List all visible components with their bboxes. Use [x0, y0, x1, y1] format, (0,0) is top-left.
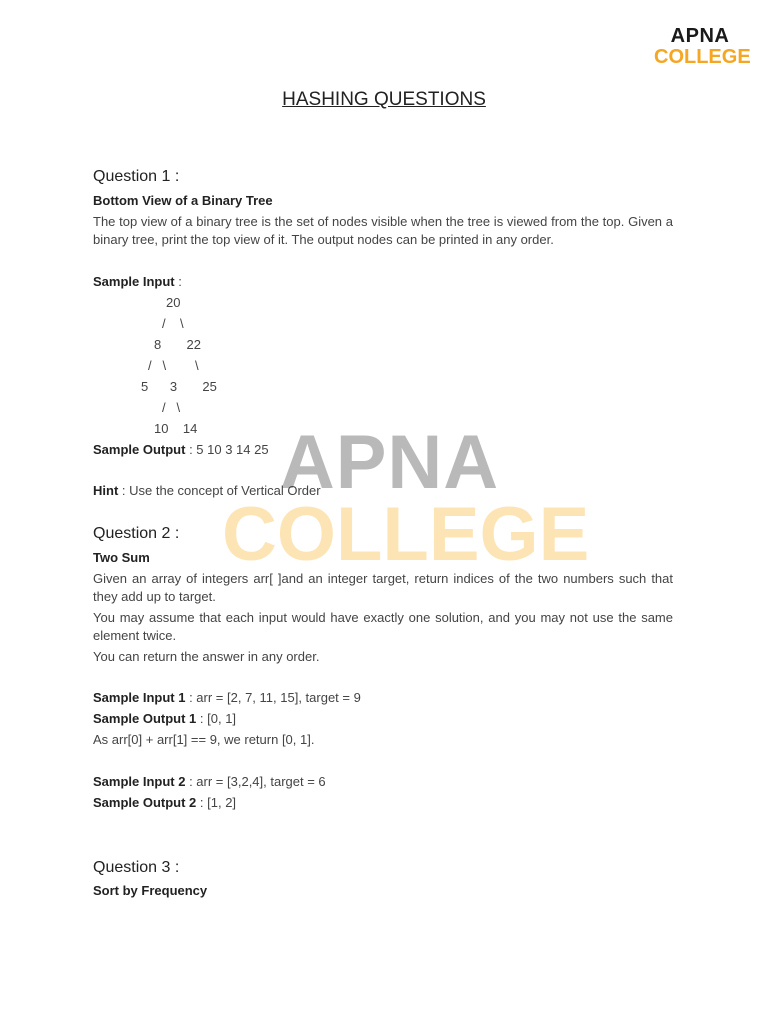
- logo-line-apna: APNA: [670, 25, 730, 47]
- sample-input-2-label: Sample Input 2: [93, 774, 186, 789]
- hint-label: Hint: [93, 483, 119, 498]
- question-3-heading: Question 3 :: [93, 859, 180, 876]
- question-2-paragraph-2: You may assume that each input would have exactly one solution, and you may not use the same element twice.: [93, 610, 673, 643]
- sample-input-sep: :: [174, 274, 182, 289]
- question-3-title: Sort by Frequency: [93, 883, 208, 898]
- sample-output-value: : 5 10 3 14 25: [185, 442, 269, 457]
- tree-row-1: 20: [166, 295, 181, 310]
- sample-output-label: Sample Output: [93, 442, 186, 457]
- question-2-paragraph-1: Given an array of integers arr[ ]and an integer target, return indices of the two numbers such that they add up to target.: [93, 571, 673, 604]
- sample-output-1-line: [93, 711, 236, 726]
- watermark-logo: [222, 420, 590, 577]
- tree-row-4: / \ \: [148, 358, 199, 373]
- sample-input-1-line: [93, 690, 361, 705]
- sample-input-label: Sample Input: [93, 274, 175, 289]
- hint-value: : Use the concept of Vertical Order: [118, 483, 321, 498]
- sample-output-2-value: : [1, 2]: [196, 795, 237, 810]
- sample-input-line: [93, 274, 182, 289]
- question-2-title: Two Sum: [93, 550, 150, 565]
- question-1-heading: Question 1 :: [93, 168, 180, 185]
- question-2-paragraph-3: You can return the answer in any order.: [93, 649, 320, 664]
- sample-output-2-line: [93, 795, 236, 810]
- sample-input-2-line: [93, 774, 326, 789]
- tree-row-6: / \: [162, 400, 181, 415]
- question-1-title: Bottom View of a Binary Tree: [93, 193, 273, 208]
- question-1-description: The top view of a binary tree is the set of nodes visible when the tree is viewed from the top. Given a binary tree, print the top view of it. The output nodes can be printed in any order.: [93, 214, 673, 247]
- hint-line: [93, 483, 321, 498]
- watermark-line-apna: APNA: [279, 420, 500, 505]
- sample-output-2-label: Sample Output 2: [93, 795, 197, 810]
- tree-row-3: 8 22: [154, 337, 201, 352]
- sample-input-1-label: Sample Input 1: [93, 690, 186, 705]
- tree-row-2: / \: [162, 316, 184, 331]
- logo-line-college: COLLEGE: [654, 46, 751, 68]
- question-2-heading: Question 2 :: [93, 525, 180, 542]
- sample-output-line: [93, 442, 269, 457]
- sample-output-1-label: Sample Output 1: [93, 711, 197, 726]
- sample-input-2-value: : arr = [3,2,4], target = 6: [185, 774, 326, 789]
- apna-college-logo: [654, 25, 751, 68]
- tree-row-7: 10 14: [154, 421, 198, 436]
- sample-input-1-value: : arr = [2, 7, 11, 15], target = 9: [185, 690, 361, 705]
- page-title: HASHING QUESTIONS: [282, 89, 486, 110]
- tree-row-5: 5 3 25: [141, 379, 217, 394]
- watermark-line-college: COLLEGE: [222, 492, 590, 577]
- sample-output-1-value: : [0, 1]: [196, 711, 237, 726]
- sample-explanation: As arr[0] + arr[1] == 9, we return [0, 1].: [93, 732, 315, 747]
